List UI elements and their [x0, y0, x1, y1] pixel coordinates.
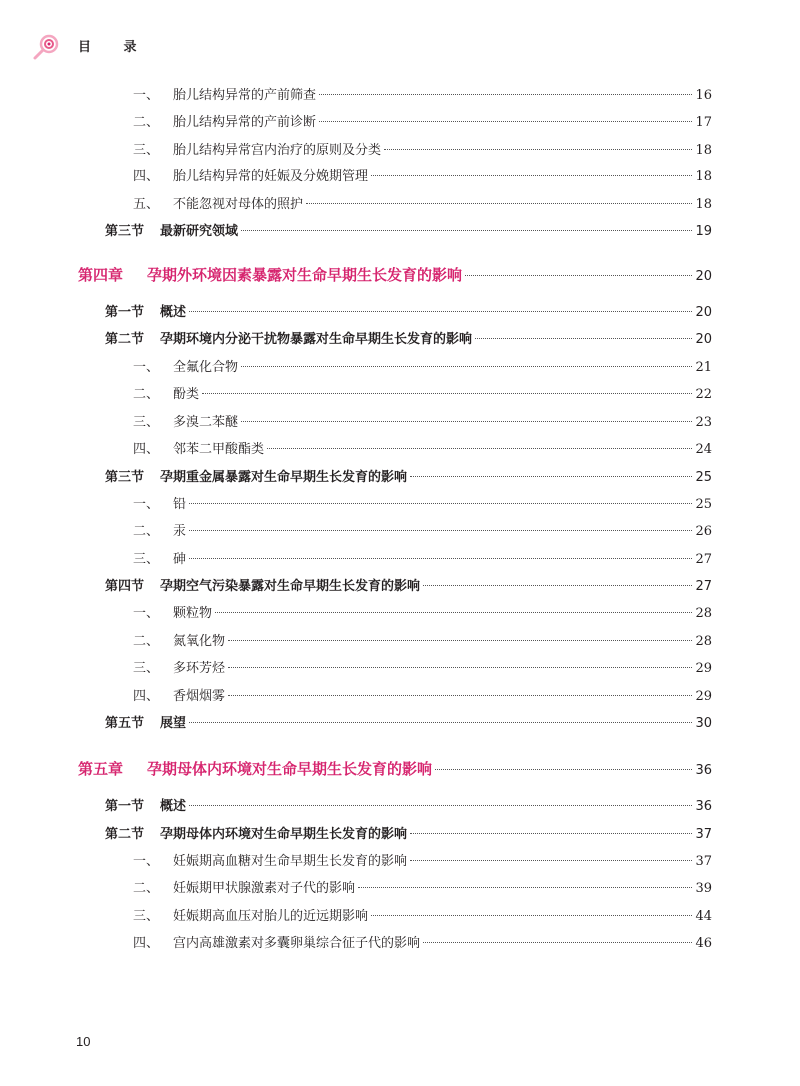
- toc-entry-number: 三、: [133, 552, 160, 567]
- toc-entry-page: 27: [695, 579, 712, 594]
- toc-entry-label: [133, 906, 368, 928]
- toc-entry-title: 孕期母体内环境对生命早期生长发育的影响: [160, 827, 408, 842]
- toc-entry-page: 28: [695, 634, 712, 649]
- dot-leader: [371, 175, 692, 176]
- toc-entry-label: [105, 467, 407, 489]
- toc-entry-label: [133, 658, 225, 680]
- toc-entry-page: 36: [695, 763, 712, 778]
- toc-subsection-entry[interactable]: [133, 112, 712, 134]
- toc-subsection-entry[interactable]: [133, 603, 712, 625]
- toc-entry-label: [133, 878, 355, 900]
- dot-leader: [189, 530, 692, 531]
- toc-entry-number: 二、: [133, 524, 160, 539]
- toc-entry-number: 第三节: [105, 224, 145, 239]
- toc-entry-label: [105, 713, 186, 735]
- header-title: 目 录: [78, 40, 151, 55]
- toc-entry-title: 妊娠期甲状腺激素对子代的影响: [173, 881, 356, 896]
- toc-entry-page: 18: [695, 197, 712, 212]
- dot-leader: [189, 558, 692, 559]
- dot-leader: [202, 393, 692, 394]
- page-number: 10: [76, 1034, 91, 1049]
- toc-entry-number: 二、: [133, 881, 160, 896]
- toc-entry-number: 四、: [133, 936, 160, 951]
- toc-entry-label: [133, 933, 420, 955]
- dot-leader: [228, 695, 692, 696]
- toc-entry-label: [133, 112, 316, 134]
- toc-entry-title: 多环芳烃: [173, 661, 226, 676]
- toc-entry-label: [105, 796, 186, 818]
- toc-entry-label: [133, 194, 303, 216]
- toc-chapter-entry[interactable]: [78, 264, 712, 286]
- toc-entry-title: 孕期空气污染暴露对生命早期生长发育的影响: [160, 579, 421, 594]
- dot-leader: [241, 366, 692, 367]
- toc-entry-number: 一、: [133, 854, 160, 869]
- toc-entry-number: 一、: [133, 360, 160, 375]
- toc-entry-title: 不能忽视对母体的照护: [173, 197, 304, 212]
- toc-entry-number: 第三节: [105, 470, 145, 485]
- dot-leader: [423, 585, 692, 586]
- toc-subsection-entry[interactable]: [133, 439, 712, 461]
- toc-entry-number: 四、: [133, 442, 160, 457]
- toc-entry-title: 全氟化合物: [173, 360, 239, 375]
- toc-entry-title: 孕期外环境因素暴露对生命早期生长发育的影响: [147, 266, 463, 284]
- toc-entry-label: [78, 758, 432, 780]
- toc-entry-title: 酚类: [173, 387, 200, 402]
- dot-leader: [319, 121, 692, 122]
- toc-entry-title: 砷: [173, 552, 187, 567]
- toc-entry-title: 概述: [160, 799, 187, 814]
- toc-entry-title: 胎儿结构异常宫内治疗的原则及分类: [173, 143, 382, 158]
- toc-entry-page: 39: [695, 881, 712, 896]
- toc-subsection-entry[interactable]: [133, 549, 712, 571]
- dot-leader: [358, 887, 692, 888]
- toc-entry-number: 第四节: [105, 579, 145, 594]
- toc-entry-number: 二、: [133, 115, 160, 130]
- dot-leader: [306, 203, 692, 204]
- toc-entry-page: 37: [695, 854, 712, 869]
- toc-entry-number: 三、: [133, 909, 160, 924]
- toc-entry-number: 四、: [133, 689, 160, 704]
- toc-entry-title: 铅: [173, 497, 187, 512]
- toc-entry-page: 36: [695, 799, 712, 814]
- toc-entry-title: 胎儿结构异常的产前诊断: [173, 115, 317, 130]
- toc-entry-title: 妊娠期高血糖对生命早期生长发育的影响: [173, 854, 408, 869]
- dot-leader: [371, 915, 692, 916]
- dot-leader: [189, 311, 692, 312]
- toc-entry-number: 三、: [133, 143, 160, 158]
- toc-entry-page: 18: [695, 169, 712, 184]
- toc-entry-title: 香烟烟雾: [173, 689, 226, 704]
- toc-subsection-entry[interactable]: [133, 357, 712, 379]
- toc-section-entry[interactable]: [105, 713, 712, 735]
- toc-chapter-entry[interactable]: [78, 758, 712, 780]
- toc-entry-title: 氮氧化物: [173, 634, 226, 649]
- toc-entry-label: [105, 221, 238, 243]
- toc-entry-title: 胎儿结构异常的妊娠及分娩期管理: [173, 169, 369, 184]
- toc-entry-title: 妊娠期高血压对胎儿的近远期影响: [173, 909, 369, 924]
- toc-entry-number: 第一节: [105, 305, 145, 320]
- dot-leader: [189, 805, 692, 806]
- toc-entry-title: 概述: [160, 305, 187, 320]
- toc-entry-page: 16: [695, 88, 712, 103]
- toc-subsection-entry[interactable]: [133, 658, 712, 680]
- toc-entry-number: 第二节: [105, 827, 145, 842]
- dot-leader: [228, 640, 692, 641]
- toc-entry-label: [133, 603, 212, 625]
- toc-subsection-entry[interactable]: [133, 906, 712, 928]
- toc-entry-page: 22: [695, 387, 712, 402]
- toc-entry-label: [133, 494, 186, 516]
- toc-entry-page: 29: [695, 689, 712, 704]
- toc-entry-page: 25: [695, 470, 712, 485]
- toc-entry-label: [78, 264, 462, 286]
- toc-section-entry[interactable]: [105, 796, 712, 818]
- toc-subsection-entry[interactable]: [133, 494, 712, 516]
- toc-subsection-entry[interactable]: [133, 686, 712, 708]
- toc-entry-page: 24: [695, 442, 712, 457]
- toc-section-entry[interactable]: [105, 467, 712, 489]
- toc-entry-page: 29: [695, 661, 712, 676]
- toc-entry-title: 汞: [173, 524, 187, 539]
- toc-entry-page: 18: [695, 143, 712, 158]
- toc-entry-number: 四、: [133, 169, 160, 184]
- dot-leader: [410, 476, 692, 477]
- dot-leader: [384, 149, 692, 150]
- toc-entry-title: 孕期环境内分泌干扰物暴露对生命早期生长发育的影响: [160, 332, 473, 347]
- toc-entry-page: 19: [695, 224, 712, 239]
- toc-entry-page: 30: [695, 716, 712, 731]
- toc-entry-title: 孕期重金属暴露对生命早期生长发育的影响: [160, 470, 408, 485]
- toc-entry-label: [133, 357, 238, 379]
- toc-entry-page: 23: [695, 415, 712, 430]
- toc-entry-label: [133, 686, 225, 708]
- toc-subsection-entry[interactable]: [133, 384, 712, 406]
- toc-section-entry[interactable]: [105, 302, 712, 324]
- toc-entry-page: 20: [695, 305, 712, 320]
- dot-leader: [189, 722, 692, 723]
- toc-entry-label: [133, 412, 238, 434]
- toc-entry-label: [105, 576, 420, 598]
- toc-section-entry[interactable]: [105, 329, 712, 351]
- toc-entry-number: 第五节: [105, 716, 145, 731]
- toc-entry-page: 27: [695, 552, 712, 567]
- dot-leader: [189, 503, 692, 504]
- toc-entry-number: 一、: [133, 606, 160, 621]
- toc-entry-page: 37: [695, 827, 712, 842]
- toc-subsection-entry[interactable]: [133, 85, 712, 107]
- toc-entry-number: 三、: [133, 661, 160, 676]
- dot-leader: [465, 275, 692, 276]
- toc-entry-page: 28: [695, 606, 712, 621]
- toc-entry-number: 二、: [133, 634, 160, 649]
- toc-entry-title: 胎儿结构异常的产前筛查: [173, 88, 317, 103]
- toc-entry-page: 46: [695, 936, 712, 951]
- toc-subsection-entry[interactable]: [133, 521, 712, 543]
- toc-entry-title: 邻苯二甲酸酯类: [173, 442, 265, 457]
- toc-entry-label: [133, 521, 186, 543]
- toc-entry-page: 17: [695, 115, 712, 130]
- toc-subsection-entry[interactable]: [133, 631, 712, 653]
- dot-leader: [423, 942, 692, 943]
- toc-entry-label: [105, 824, 407, 846]
- toc-section-entry[interactable]: [105, 824, 712, 846]
- toc-entry-number: 五、: [133, 197, 160, 212]
- dot-leader: [410, 833, 692, 834]
- toc-entry-number: 一、: [133, 88, 160, 103]
- toc-entry-title: 孕期母体内环境对生命早期生长发育的影响: [147, 760, 433, 778]
- toc-entry-number: 第一节: [105, 799, 145, 814]
- toc-entry-label: [105, 329, 472, 351]
- toc-entry-number: 第二节: [105, 332, 145, 347]
- toc-entry-title: 多溴二苯醚: [173, 415, 239, 430]
- toc-entry-title: 宫内高雄激素对多囊卵巢综合征子代的影响: [173, 936, 421, 951]
- toc-section-entry[interactable]: [105, 576, 712, 598]
- toc-entry-page: 20: [695, 332, 712, 347]
- toc-entry-page: 44: [695, 909, 712, 924]
- toc-entry-label: [133, 631, 225, 653]
- toc-entry-page: 21: [695, 360, 712, 375]
- toc-section-entry[interactable]: [105, 221, 712, 243]
- toc-subsection-entry[interactable]: [133, 933, 712, 955]
- toc-entry-label: [133, 166, 368, 188]
- toc-entry-label: [133, 85, 316, 107]
- toc-entry-label: [133, 549, 186, 571]
- toc-entry-title: 展望: [160, 716, 187, 731]
- toc-entry-label: [133, 851, 407, 873]
- toc-entry-label: [105, 302, 186, 324]
- dot-leader: [228, 667, 692, 668]
- toc-entry-number: 三、: [133, 415, 160, 430]
- toc-entry-number: 二、: [133, 387, 160, 402]
- dot-leader: [319, 94, 692, 95]
- toc-subsection-entry[interactable]: [133, 412, 712, 434]
- dot-leader: [435, 769, 692, 770]
- dot-leader: [241, 230, 692, 231]
- dot-leader: [267, 448, 692, 449]
- dot-leader: [475, 338, 692, 339]
- toc-subsection-entry[interactable]: [133, 878, 712, 900]
- toc-subsection-entry[interactable]: [133, 194, 712, 216]
- toc-entry-title: 颗粒物: [173, 606, 213, 621]
- toc-entry-page: 20: [695, 269, 712, 284]
- dot-leader: [215, 612, 692, 613]
- toc-entry-label: [133, 384, 199, 406]
- dot-leader: [241, 421, 692, 422]
- toc-subsection-entry[interactable]: [133, 166, 712, 188]
- toc-entry-label: [133, 439, 264, 461]
- toc-entry-title: 最新研究领域: [160, 224, 239, 239]
- dot-leader: [410, 860, 692, 861]
- toc-subsection-entry[interactable]: [133, 851, 712, 873]
- toc-entry-number: 一、: [133, 497, 160, 512]
- toc-entry-number: 第四章: [78, 266, 124, 284]
- toc-entry-label: [133, 140, 381, 162]
- toc-subsection-entry[interactable]: [133, 140, 712, 162]
- toc-entry-page: 25: [695, 497, 712, 512]
- toc-entry-number: 第五章: [78, 760, 124, 778]
- toc-entry-page: 26: [695, 524, 712, 539]
